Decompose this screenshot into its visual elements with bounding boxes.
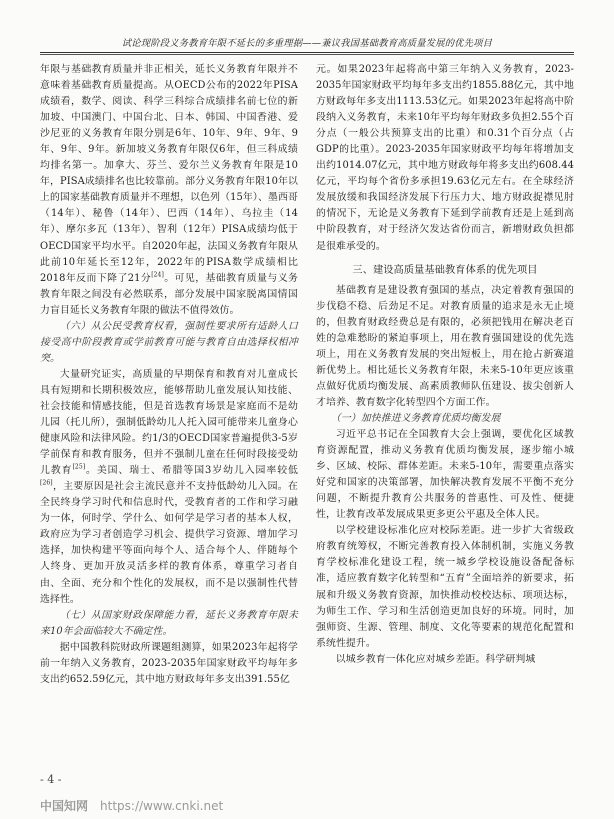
header-rule xyxy=(40,52,574,53)
cnki-url[interactable]: https://www.cnki.net xyxy=(100,798,224,813)
paragraph: 习近平总书记在全国教育大会上强调，要优化区域教育资源配置，推动义务教育优质均衡发展，逐步缩小城乡、区域、校际、群体差距。未来5-10年，需要重点落实好党和国家的决策部署，加快解决教育发展不平衡不充分问题，不断提升教育公共服务的普惠性、可及性、便捷性，让教育改革发展成果更多更公平惠及全体人民。 xyxy=(316,429,574,521)
citation[interactable]: [24] xyxy=(151,271,164,279)
subheading-7: （七）从国家财政保障能力看，延长义务教育年限未来10年会面临较大不确定性。 xyxy=(40,609,298,637)
watermark-footer xyxy=(0,792,614,819)
cnki-logo: 中国知网 xyxy=(40,799,89,813)
section-heading-3: 三、建设高质量基础教育体系的优先项目 xyxy=(352,264,538,276)
subheading-1: （一）加快推进义务教育优质均衡发展 xyxy=(330,412,501,424)
header-rule-thin xyxy=(40,54,574,55)
paragraph: 大量研究证实，高质量的早期保育和教育对儿童成长具有短期和长期积极效应，能够帮助儿童发展认知技能、社会技能和情感技能，但是首选教育场景是家庭而不是幼儿园（托儿所），强制低龄幼儿人托入园可能带来儿童身心健康风险和法律风险。约1/3的OECD国家普遍提供3-5岁学前保育和教育服务，但并不强制儿童在任何时段接受幼儿教育[25]。美国、瑞士、希腊等国3岁幼儿入园率较低[26]，主要原因是社会主流民意并不支持低龄幼儿入园。在全民终身学习时代和信息时代，受教育者的工作和学习融为一体，何时学、学什么、如何学是学习者的基本人权，政府应为学习者创造学习机会、提供学习资源、增加学习选择，加快构建平等面向每个人、适合每个人、伴随每个人终身、更加开放灵活多样的教育体系，尊重学习者自由、全面、充分和个性化的发展权，而不是以强制性代替选择性。 xyxy=(40,368,298,605)
right-column xyxy=(316,62,574,668)
running-header: 试论现阶段义务教育年限不延长的多重理据——兼议我国基础教育高质量发展的优先项目 xyxy=(121,38,493,49)
citation[interactable]: [25] xyxy=(72,463,86,471)
paragraph: 以城乡教育一体化应对城乡差距。科学研判城 xyxy=(335,653,536,665)
subheading-6: （六）从公民受教育权看，强制性要求所有适龄人口接受高中阶段教育或学前教育可能与教育自由选择权相冲突。 xyxy=(40,320,298,364)
paragraph: 年限与基础教育质量并非正相关，延长义务教育年限并不意味着基础教育质量提高。从OECD公布的2022年PISA成绩看，数学、阅读、科学三科综合成绩排名前七位的新加坡、中国澳门、中国台北、日本、韩国、中国香港、爱沙尼亚的义务教育年限分别是6年、10年、9年、9年、9年、9年、9年。新加坡义务教育年限仅6年，但三科成绩均排名第一。加拿大、芬兰、爱尔兰义务教育年限是10年，PISA成绩排名也比较靠前。部分义务教育年限10年以上的国家基础教育质量并不理想，以色列（15年）、墨西哥（14年）、秘鲁（14年）、巴西（14年）、乌拉圭（14年）、摩尔多瓦（13年）、智利（12年）PISA成绩均低于OECD国家平均水平。自2020年起，法国义务教育年限从此前10年延长至12年，2022年的PISA数学成绩相比2018年反而下降了21分[24]。可见，基础教育质量与义务教育年限之间没有必然联系，部分发展中国家脱离国情国力盲目延长义务教育年限的做法不值得效仿。 xyxy=(40,64,298,316)
paragraph: 元。如果2023年起将高中第三年纳入义务教育，2023-2035年国家财政平均每年多支出约1855.88亿元，其中地方财政每年多支出1113.53亿元。如果2023年起将高中阶段纳入义务教育，未来10年平均每年财政多负担2.55个百分点（一般公共预算支出的比重）和0.31个百分点（占GDP的比重）。2023-2035年国家财政平均每年将增加支出约1014.07亿元，其中地方财政每年将多支出约608.44亿元，平均每个省份多承担19.63亿元左右。在全球经济发展放缓和我国经济发展下行压力大、地方财政捉襟见肘的情况下，无论是义务教育下延到学前教育还是上延到高中阶段教育，对于经济欠发达省份而言，新增财政负担都是很难承受的。 xyxy=(316,64,574,252)
citation[interactable]: [26] xyxy=(40,479,53,487)
left-column xyxy=(40,62,298,688)
paragraph: 以学校建设标准化应对校际差距。进一步扩大省级政府教育统筹权，不断完善教育投入体制机制，实施义务教育学校标准化建设工程，统一城乡学校设施设备配备标准，适应教育数字化转型和“五育”全面培养的新要求，拓展和升级义务教育资源，加快推动校校达标、项项达标，为师生工作、学习和生活创造更加良好的环境。同时，加强师资、生源、管理、制度、文化等要素的规范化配置和系统性提升。 xyxy=(316,525,574,649)
paragraph: 据中国教科院财政所课题组测算，如果2023年起将学前一年纳入义务教育，2023-2035年国家财政平均每年多支出约652.59亿元，其中地方财政每年多支出391.55亿 xyxy=(40,641,298,685)
page-number: - 4 - xyxy=(40,773,62,786)
paragraph: 基础教育是建设教育强国的基点，决定着教育强国的步伐稳不稳、后劲足不足。对教育质量的追求是永无止境的，但教育财政经费总是有限的，必须把钱用在解决老百姓的急难愁盼的紧迫事项上，用在教育强国建设的优先选项上，用在义务教育发展的突出短板上，用在抢占新赛道新优势上。相比延长义务教育年限，未来5-10年更应该重点做好优质均衡发展、高素质教师队伍建设、拔尖创新人才培养、教育数字化转型四个方面工作。 xyxy=(316,284,574,408)
